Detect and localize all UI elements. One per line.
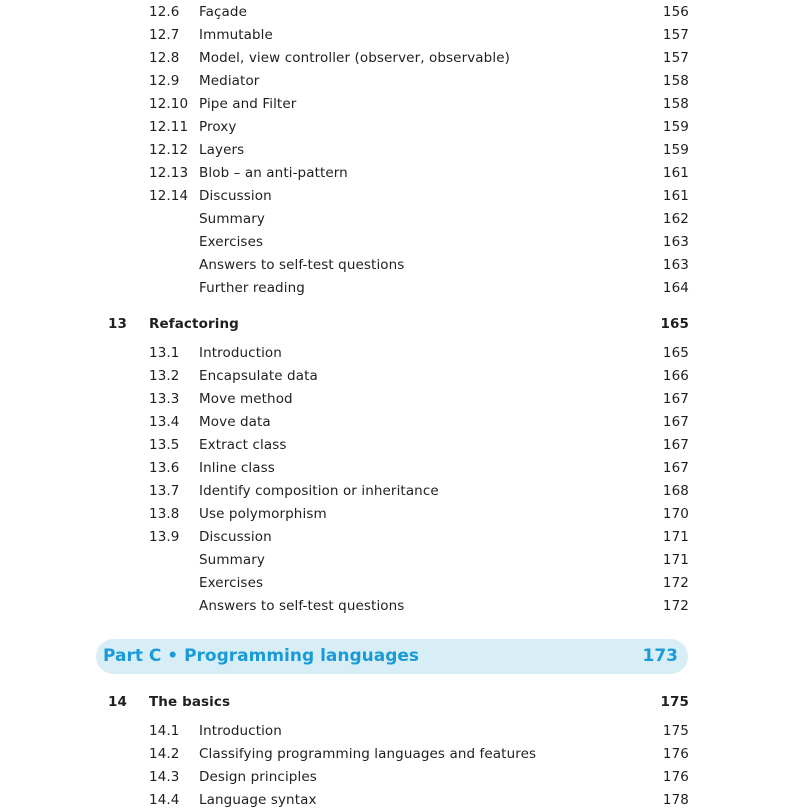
section-title: Move method (199, 391, 293, 407)
section-number: 12.14 (149, 188, 189, 204)
toc-entry[interactable] (0, 93, 800, 115)
toc-entry[interactable] (0, 503, 800, 525)
section-page: 158 (662, 73, 689, 89)
chapter-title: Refactoring (149, 316, 239, 332)
section-number: 13.8 (149, 506, 180, 522)
section-page: 167 (662, 391, 689, 407)
section-page: 163 (662, 234, 689, 250)
section-page: 165 (662, 345, 689, 361)
toc-entry[interactable] (0, 365, 800, 387)
section-number: 12.13 (149, 165, 189, 181)
section-title: Discussion (199, 529, 272, 545)
section-number: 14.3 (149, 769, 180, 785)
section-title: Use polymorphism (199, 506, 327, 522)
section-page: 159 (662, 142, 689, 158)
toc-entry[interactable] (0, 47, 800, 69)
toc-entry[interactable] (0, 789, 800, 811)
toc-entry[interactable] (0, 595, 800, 617)
toc-entry[interactable] (0, 277, 800, 299)
part-banner[interactable] (96, 639, 688, 674)
chapter-page: 175 (660, 694, 689, 710)
section-page: 171 (662, 552, 689, 568)
section-page: 161 (662, 188, 689, 204)
section-number: 12.9 (149, 73, 180, 89)
section-number: 14.4 (149, 792, 180, 808)
chapter-number: 13 (108, 316, 127, 332)
section-title: Answers to self-test questions (199, 257, 405, 273)
section-title: Introduction (199, 723, 282, 739)
section-page: 157 (662, 50, 689, 66)
section-number: 13.5 (149, 437, 180, 453)
section-title: Immutable (199, 27, 273, 43)
section-title: Encapsulate data (199, 368, 318, 384)
section-number: 12.8 (149, 50, 180, 66)
section-page: 172 (662, 598, 689, 614)
section-number: 13.4 (149, 414, 180, 430)
section-page: 163 (662, 257, 689, 273)
section-number: 13.6 (149, 460, 180, 476)
section-page: 158 (662, 96, 689, 112)
section-title: Layers (199, 142, 245, 158)
section-number: 13.3 (149, 391, 180, 407)
section-title: Exercises (199, 234, 264, 250)
toc-entry[interactable] (0, 572, 800, 594)
section-page: 162 (662, 211, 689, 227)
section-page: 176 (662, 746, 689, 762)
toc-entry[interactable] (0, 70, 800, 92)
toc-entry[interactable] (0, 434, 800, 456)
section-title: Classifying programming languages and features (199, 746, 537, 762)
chapter-page: 165 (660, 316, 689, 332)
toc-entry[interactable] (0, 743, 800, 765)
toc-entry[interactable] (0, 139, 800, 161)
section-number: 12.10 (149, 96, 189, 112)
section-title: Move data (199, 414, 271, 430)
part-title: Part C • Programming languages (103, 646, 420, 666)
section-title: Further reading (199, 280, 305, 296)
chapter-title: The basics (149, 694, 231, 710)
section-title: Proxy (199, 119, 237, 135)
chapter-number: 14 (108, 694, 127, 710)
section-page: 167 (662, 460, 689, 476)
section-page: 157 (662, 27, 689, 43)
section-title: Summary (199, 552, 265, 568)
toc-entry[interactable] (0, 208, 800, 230)
section-number: 12.7 (149, 27, 180, 43)
section-title: Pipe and Filter (199, 96, 297, 112)
toc-entry[interactable] (0, 526, 800, 548)
section-title: Exercises (199, 575, 264, 591)
section-title: Discussion (199, 188, 272, 204)
section-page: 166 (662, 368, 689, 384)
section-page: 170 (662, 506, 689, 522)
section-title: Summary (199, 211, 265, 227)
section-page: 164 (662, 280, 689, 296)
toc-entry[interactable] (0, 185, 800, 207)
section-page: 176 (662, 769, 689, 785)
section-page: 167 (662, 437, 689, 453)
section-title: Façade (199, 4, 247, 20)
section-number: 12.12 (149, 142, 189, 158)
section-title: Identify composition or inheritance (199, 483, 439, 499)
toc-entry[interactable] (0, 457, 800, 479)
toc-entry[interactable] (0, 480, 800, 502)
section-number: 14.1 (149, 723, 180, 739)
toc-entry[interactable] (0, 1, 800, 23)
toc-entry[interactable] (0, 766, 800, 788)
section-number: 13.9 (149, 529, 180, 545)
section-page: 167 (662, 414, 689, 430)
section-page: 172 (662, 575, 689, 591)
section-title: Extract class (199, 437, 287, 453)
toc-entry[interactable] (0, 342, 800, 364)
section-title: Answers to self-test questions (199, 598, 405, 614)
section-page: 159 (662, 119, 689, 135)
toc-entry[interactable] (0, 388, 800, 410)
section-title: Model, view controller (observer, observable) (199, 50, 510, 66)
section-number: 14.2 (149, 746, 180, 762)
section-page: 178 (662, 792, 689, 808)
section-title: Blob – an anti-pattern (199, 165, 348, 181)
chapter-heading[interactable] (0, 691, 800, 713)
section-number: 13.7 (149, 483, 180, 499)
toc-entry[interactable] (0, 162, 800, 184)
section-title: Inline class (199, 460, 275, 476)
section-title: Mediator (199, 73, 260, 89)
toc-entry[interactable] (0, 254, 800, 276)
section-page: 161 (662, 165, 689, 181)
section-title: Design principles (199, 769, 317, 785)
section-number: 12.6 (149, 4, 180, 20)
section-page: 168 (662, 483, 689, 499)
section-number: 12.11 (149, 119, 189, 135)
toc-entry[interactable] (0, 411, 800, 433)
chapter-heading[interactable] (0, 313, 800, 335)
toc-entry[interactable] (0, 549, 800, 571)
section-page: 156 (662, 4, 689, 20)
section-number: 13.1 (149, 345, 180, 361)
section-page: 175 (662, 723, 689, 739)
toc-entry[interactable] (0, 720, 800, 742)
part-page: 173 (642, 646, 678, 666)
toc-entry[interactable] (0, 231, 800, 253)
section-number: 13.2 (149, 368, 180, 384)
section-title: Introduction (199, 345, 282, 361)
section-title: Language syntax (199, 792, 317, 808)
section-page: 171 (662, 529, 689, 545)
toc-entry[interactable] (0, 24, 800, 46)
toc-entry[interactable] (0, 116, 800, 138)
